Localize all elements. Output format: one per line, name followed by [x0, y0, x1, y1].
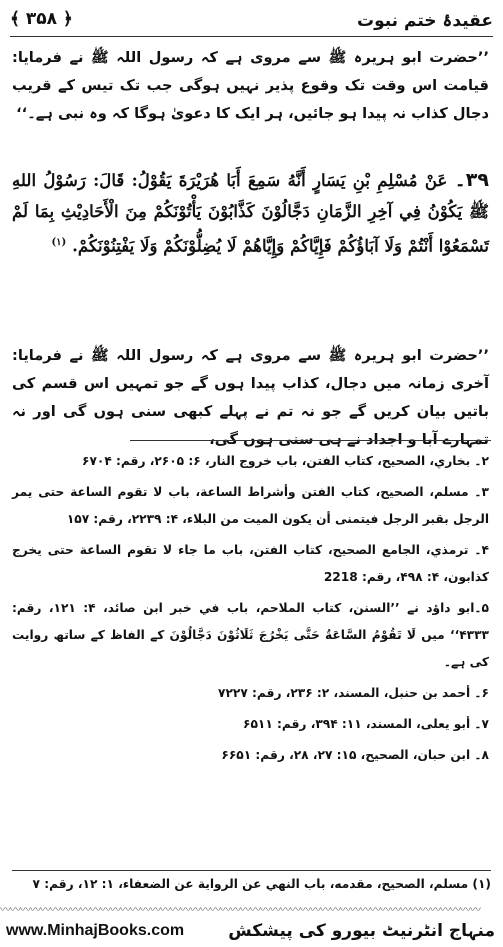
publisher-credit: منہاج انٹرنیٹ بیورو کی پیشکش [228, 921, 495, 941]
page-footer [0, 918, 503, 947]
reference-notes [12, 448, 489, 773]
notes-divider [130, 440, 491, 441]
footnote-divider [12, 870, 491, 871]
running-title: عقیدۂ ختم نبوت [357, 11, 493, 31]
reference-note: ۵۔ابو داؤد نے ’’السنن، كتاب الملاحم، باب في خبر ابن صائد، ۴: ۱۲۱، رقم: ۴۳۳۳‘‘ میں لَا تَقُوْمُ السَّاعَةُ حَتَّى يَخْرُجَ ثَلَاثُوْنَ دَجَّالُوْنَ کے الفاظ کے ساتھ روایت کی ہے۔ [12, 601, 489, 669]
reference-note: ۲۔ بخاري، الصحيح، كتاب الفتن، باب خروج النار، ۶: ۲۶۰۵، رقم: ۶۷۰۴ [82, 454, 489, 468]
hadith-number: ۳۹۔ [454, 169, 489, 191]
page-number: ﴾ ۳۵۸ ﴿ [10, 9, 73, 29]
translation-paragraph-2: ’’حضرت ابو ہریرہ ﷺ سے مروی ہے کہ رسول اللہ ﷺ نے فرمایا: آخری زمانہ میں دجال، کذاب پیدا ہوں گے جو تمہیں اس قسم کی باتیں بیان کریں گے جو نہ تم نے پہلے کبھی سنی ہوں گی اور نہ تمہارے آبا و اجداد نے ہی سنی ہوں گی، [12, 347, 489, 448]
translation-paragraph-1: ’’حضرت ابو ہریرہ ﷺ سے مروی ہے کہ رسول اللہ ﷺ نے فرمایا: قیامت اس وقت تک وقوع پذیر نہیں ہوگی جب تک تیس کے قریب دجال کذاب نہ پیدا ہو جائیں، ہر ایک کا دعویٰ ہوگا کہ وہ نبی ہے۔‘‘ [12, 49, 489, 122]
reference-note: ۳۔ مسلم، الصحيح، كتاب الفتن وأشراط الساعة، باب لا تقوم الساعة حتى يمر الرجل بقبر الرجل فيتمنى أن يكون الميت من البلاء، ۴: ۲۲۳۹، رقم: ۱۵۷ [12, 485, 489, 526]
reference-note: ۸۔ ابن حبان، الصحيح، ۱۵: ۲۷، ۲۸، رقم: ۶۶۵۱ [221, 748, 489, 762]
page-header [10, 6, 493, 36]
reference-note: ۷۔ أبو يعلى، المسند، ۱۱: ۳۹۴، رقم: ۶۵۱۱ [243, 717, 489, 731]
header-divider [10, 36, 493, 37]
hadith-block [12, 165, 489, 262]
decorative-border: 〰〰〰〰〰〰〰〰〰〰〰〰〰〰〰〰〰〰〰〰〰〰〰〰〰〰〰〰〰〰〰〰〰〰〰〰〰〰〰〰〰〰〰〰〰〰〰〰 [0, 904, 480, 916]
footnote: (۱) مسلم، الصحيح، مقدمه، باب النهي عن الرواية عن الضعفاء، ۱: ۱۲، رقم: ۷ [32, 877, 491, 891]
reference-note: ۶۔ أحمد بن حنبل، المسند، ۲: ۲۳۶، رقم: ۷۲۲۷ [218, 686, 489, 700]
reference-note: ۴۔ ترمذي، الجامع الصحيح، كتاب الفتن، باب ما جاء لا تقوم الساعة حتى يخرج كذابون، ۴: ۴۹۸، رقم: 2218 [12, 543, 489, 584]
hadith-footnote-ref: (۱) [51, 237, 67, 248]
hadith-arabic-text: عَنْ مُسْلِمِ بْنِ يَسَارٍ أَنَّهُ سَمِعَ أَبَا هُرَيْرَةَ يَقُوْلُ: قَالَ: رَسُوْلُ اللهِ ﷺ يَكُوْنُ فِي آخِرِ الزَّمَانِ دَجَّالُوْنَ كَذَّابُوْنَ يَأْتُوْنَكُمْ مِنَ الْأَحَادِيْثِ بِمَا لَمْ تَسْمَعُوْا أَنْتُمْ وَلَا آبَاؤُكُمْ فَإِيَّاكُمْ وَإِيَّاهُمْ لَا يُضِلُّوْنَكُمْ وَلَا يَفْتِنُوْنَكُمْ. [12, 170, 489, 256]
website-link[interactable]: www.MinhajBooks.com [6, 922, 185, 939]
